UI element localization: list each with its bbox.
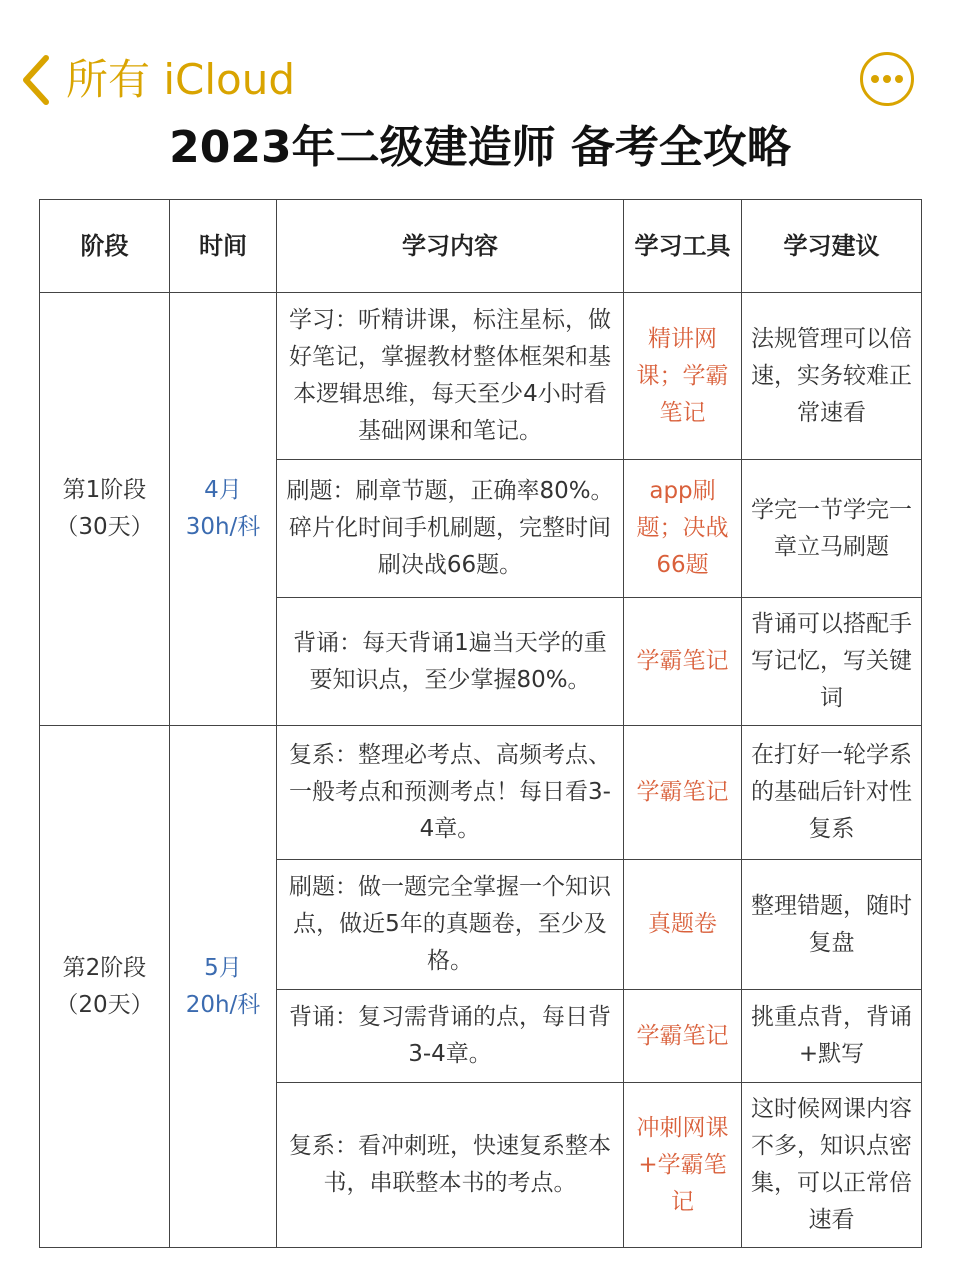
tool-cell: 真题卷	[624, 860, 742, 990]
table-row	[40, 293, 922, 460]
header-time: 时间	[170, 200, 277, 293]
stage-duration: （20天）	[55, 991, 154, 1018]
advice-cell: 背诵可以搭配手写记忆，写关键词	[742, 598, 922, 726]
time-month: 5月	[204, 954, 242, 981]
navbar	[0, 0, 960, 120]
content-cell: 刷题：做一题完全掌握一个知识点，做近5年的真题卷，至少及格。	[277, 860, 624, 990]
time-cell	[170, 726, 277, 1248]
more-button[interactable]	[860, 52, 914, 106]
study-plan-table	[39, 199, 922, 1248]
time-hours: 20h/科	[185, 991, 261, 1018]
content-cell: 学习：听精讲课，标注星标，做好笔记，掌握教材整体框架和基本逻辑思维，每天至少4小时看基础网课和笔记。	[277, 293, 624, 460]
tool-cell: 精讲网课；学霸笔记	[624, 293, 742, 460]
table-header-row	[40, 200, 922, 293]
content-cell: 背诵：复习需背诵的点，每日背3-4章。	[277, 990, 624, 1083]
tool-cell: 学霸笔记	[624, 726, 742, 860]
tool-cell: 学霸笔记	[624, 990, 742, 1083]
back-label: 所有 iCloud	[66, 55, 295, 104]
stage-cell	[40, 726, 170, 1248]
header-stage: 阶段	[40, 200, 170, 293]
time-cell	[170, 293, 277, 726]
ellipsis-icon	[870, 74, 904, 84]
header-advice: 学习建议	[742, 200, 922, 293]
advice-cell: 整理错题，随时复盘	[742, 860, 922, 990]
advice-cell: 在打好一轮学系的基础后针对性复系	[742, 726, 922, 860]
time-month: 4月	[204, 477, 242, 503]
advice-cell: 挑重点背，背诵+默写	[742, 990, 922, 1083]
tool-cell: app刷题；决战66题	[624, 460, 742, 598]
page-title: 2023年二级建造师 备考全攻略	[169, 122, 791, 173]
back-button[interactable]	[18, 48, 295, 112]
table-row	[40, 726, 922, 860]
stage-cell	[40, 293, 170, 726]
header-tool: 学习工具	[624, 200, 742, 293]
stage-name: 第1阶段	[62, 477, 147, 503]
stage-duration: （30天）	[55, 514, 154, 540]
header-content: 学习内容	[277, 200, 624, 293]
content-cell: 背诵：每天背诵1遍当天学的重要知识点，至少掌握80%。	[277, 598, 624, 726]
tool-cell: 冲刺网课+学霸笔记	[624, 1083, 742, 1248]
time-hours: 30h/科	[185, 514, 261, 540]
tool-cell: 学霸笔记	[624, 598, 742, 726]
chevron-left-icon	[18, 52, 52, 108]
content-cell: 复系：整理必考点、高频考点、一般考点和预测考点！每日看3-4章。	[277, 726, 624, 860]
advice-cell: 这时候网课内容不多，知识点密集，可以正常倍速看	[742, 1083, 922, 1248]
content-cell: 刷题：刷章节题，正确率80%。碎片化时间手机刷题，完整时间刷决战66题。	[277, 460, 624, 598]
stage-name: 第2阶段	[62, 954, 147, 981]
advice-cell: 学完一节学完一章立马刷题	[742, 460, 922, 598]
content-cell: 复系：看冲刺班，快速复系整本书，串联整本书的考点。	[277, 1083, 624, 1248]
advice-cell: 法规管理可以倍速，实务较难正常速看	[742, 293, 922, 460]
